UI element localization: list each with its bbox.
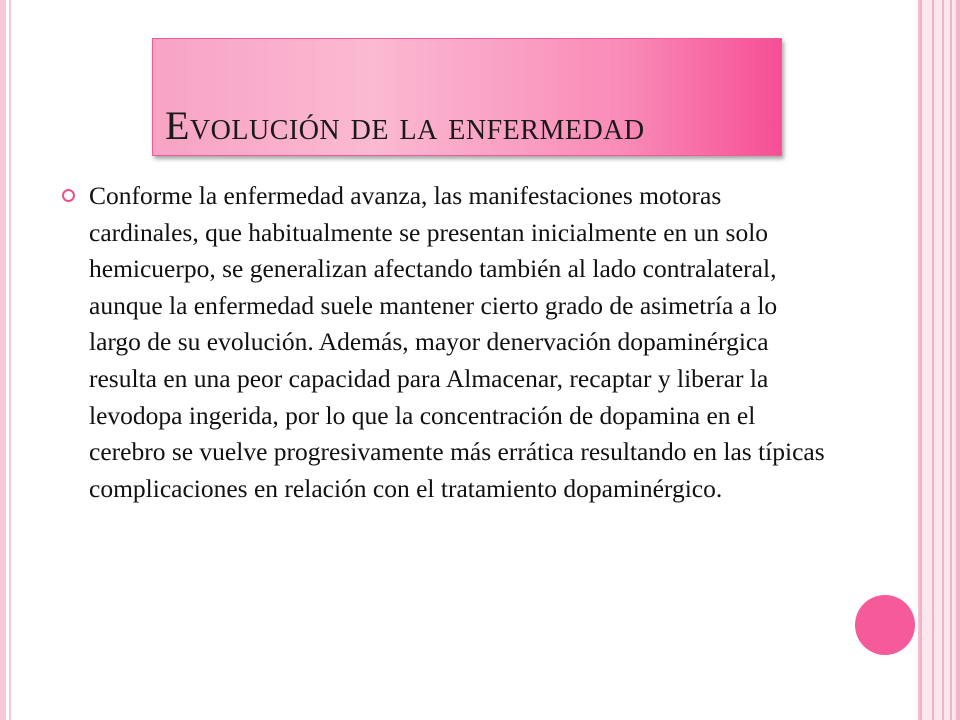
bullet-text: Conforme la enfermedad avanza, las manifestaciones motoras cardinales, que habitualmente se presentan inicialmente en un solo hemicuerpo, se generalizan afectando también al lado contralateral, aunque la enfermedad suele mantener cierto grado de asimetría a lo largo de su evolución. Además, mayor denervación dopaminérgica resulta en una peor capacidad para Almacenar, recaptar y liberar la levodopa ingerida, por lo que la concentración de dopamina en el cerebro se vuelve progresivamente más errática resultando en las típicas complicaciones en relación con el tratamiento dopaminérgico. [89, 181, 825, 503]
decorative-circle [855, 595, 915, 655]
slide-content [62, 178, 832, 507]
frame-left-inner-line [9, 0, 11, 720]
bullet-item [62, 178, 832, 507]
frame-left-border [0, 0, 6, 720]
slide-title: Evolución de la enfermedad [165, 103, 645, 148]
title-box [152, 38, 782, 156]
bullet-circle-icon [62, 189, 75, 202]
frame-right-stripes [920, 0, 960, 720]
